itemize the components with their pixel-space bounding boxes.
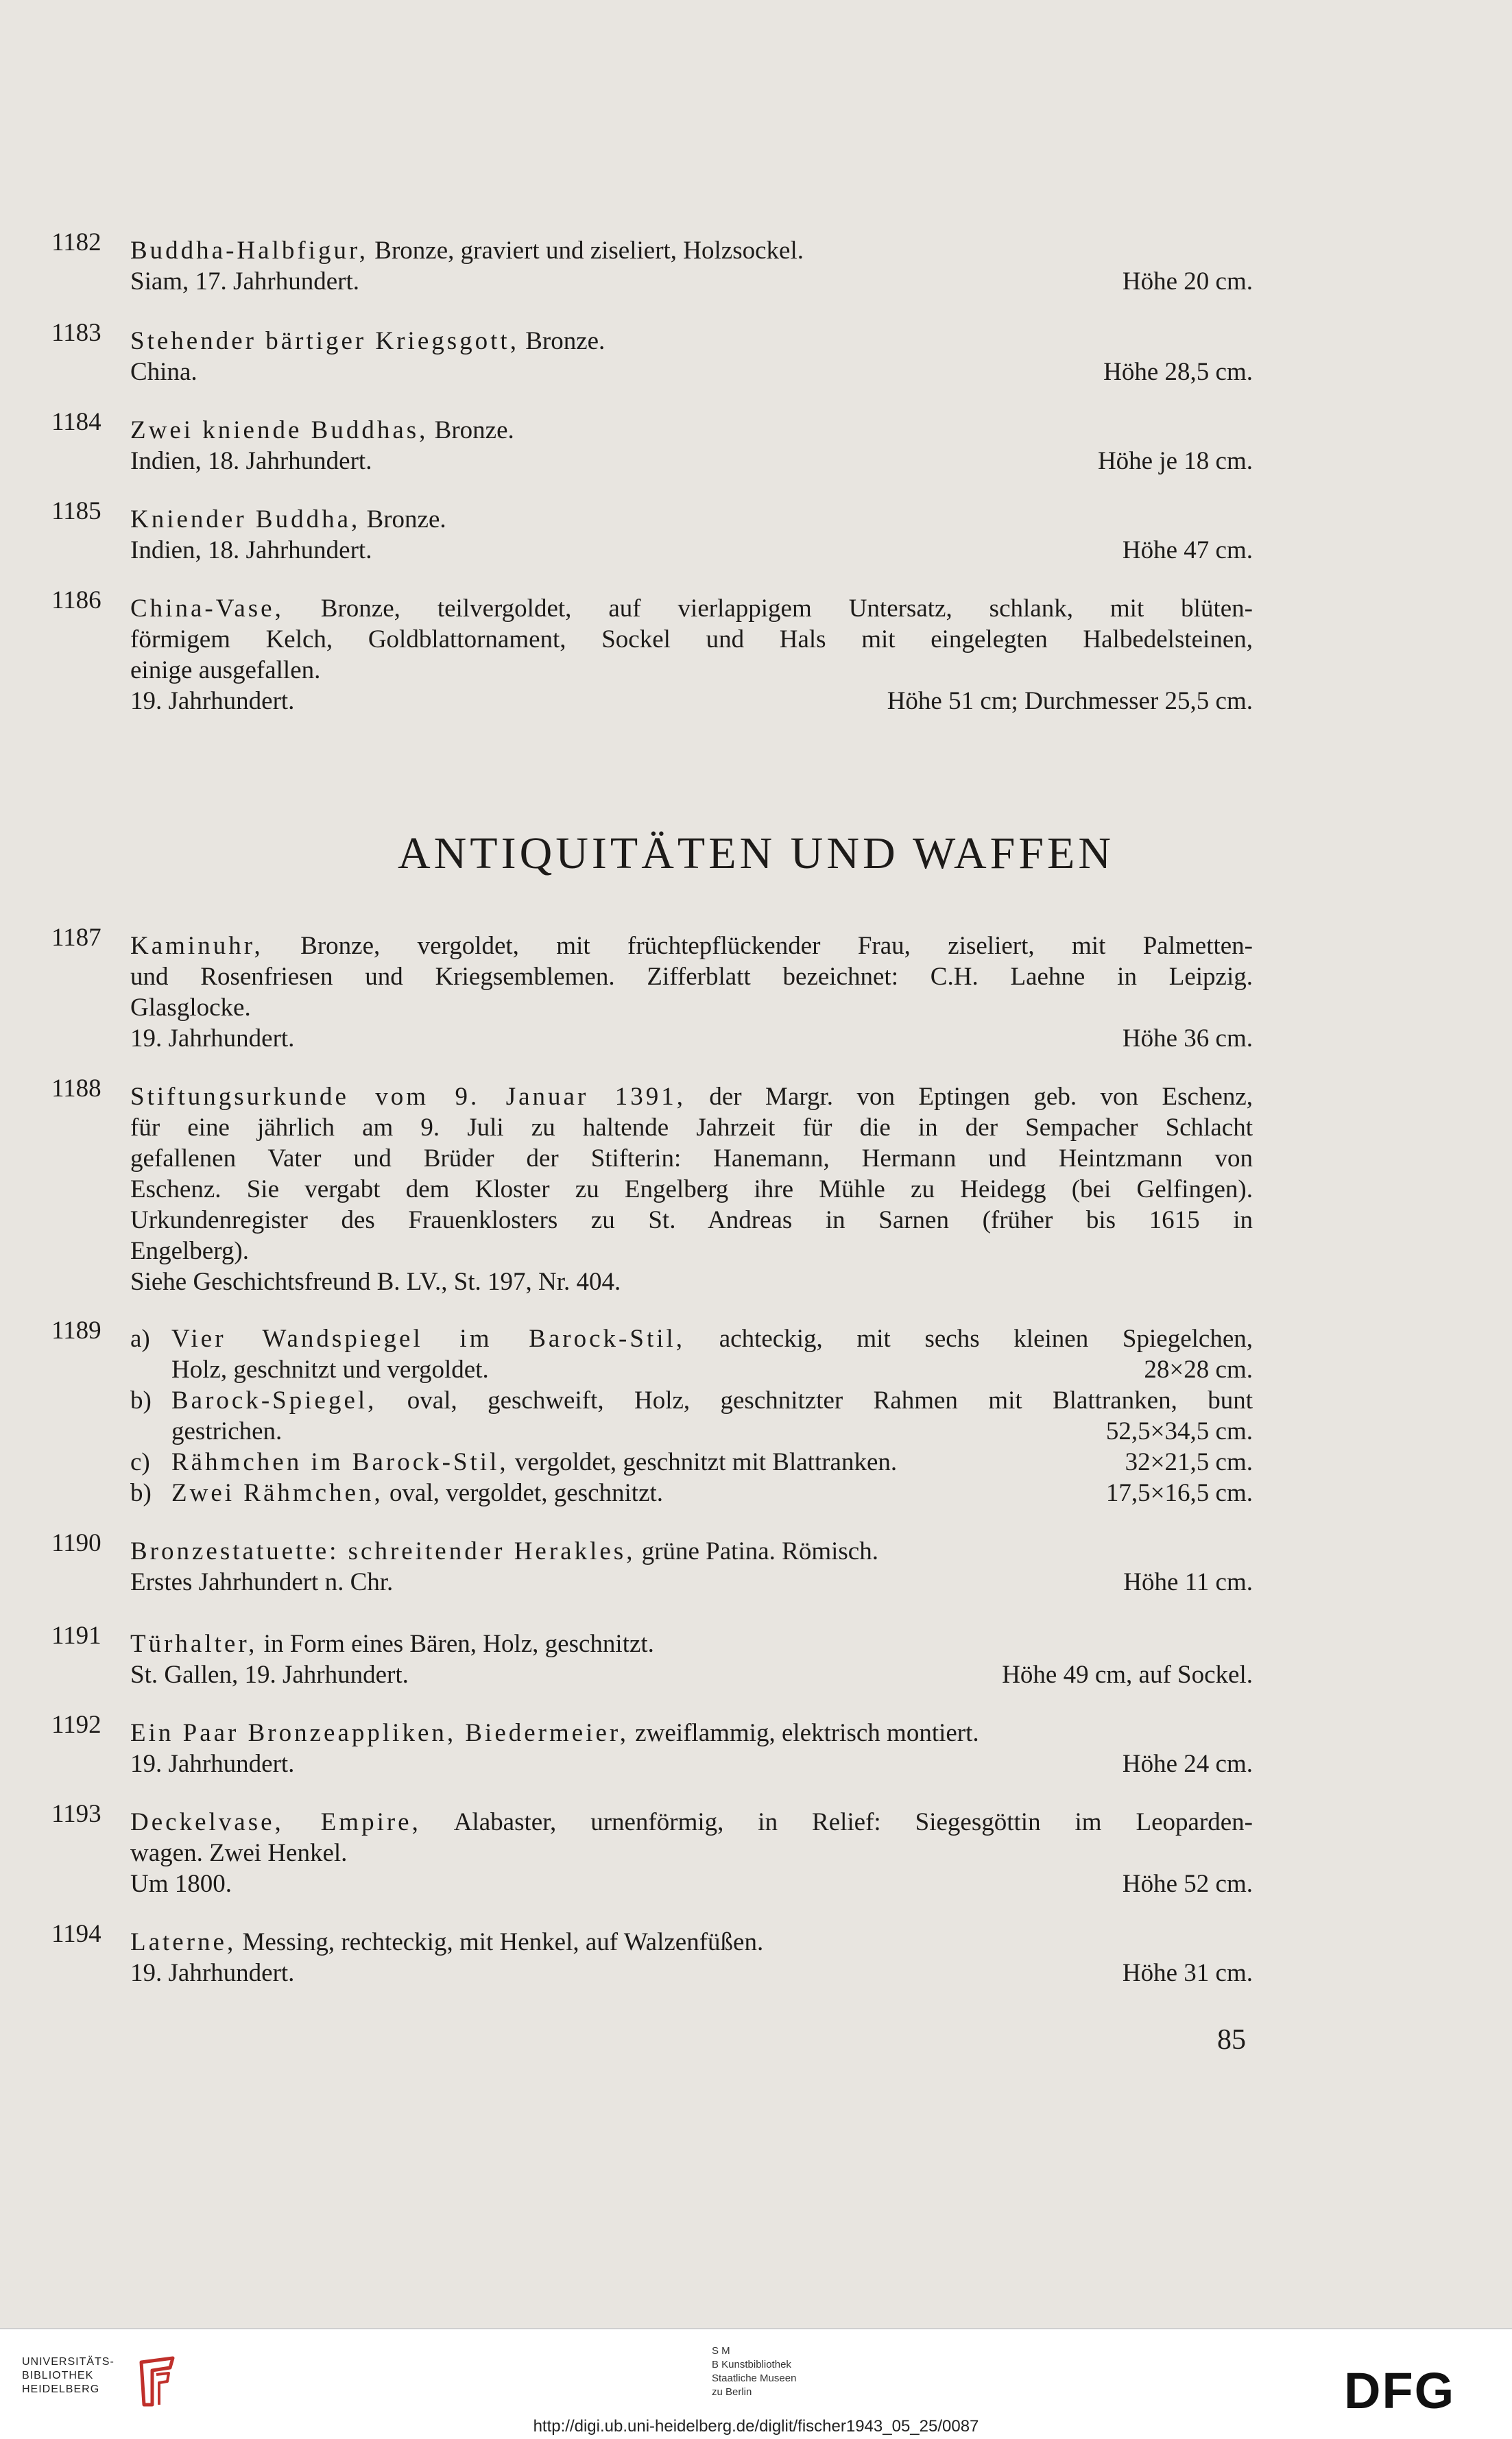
page-url-link[interactable]: http://digi.ub.uni-heidelberg.de/diglit/fischer1943_05_25/0087 <box>533 2417 979 2436</box>
page-number: 85 <box>1217 2024 1246 2056</box>
lot-measurement: Höhe 52 cm. <box>1122 1870 1253 1898</box>
lot-description: Alabaster, urnenförmig, in Relief: Siegesgöttin im Leoparden- <box>420 1808 1253 1836</box>
catalog-entry-1187 <box>51 924 1253 1054</box>
lot-title: Barock-Spiegel, <box>171 1386 377 1415</box>
catalog-entry-1194 <box>51 1920 1253 1989</box>
lot-number: 1193 <box>51 1800 101 1828</box>
lot-number: 1189 <box>51 1317 101 1345</box>
lot-origin: 19. Jahrhundert. <box>130 1024 295 1053</box>
logo-text-line: BIBLIOTHEK <box>22 2370 94 2381</box>
lot-number: 1191 <box>51 1622 101 1650</box>
lot-number: 1186 <box>51 586 101 614</box>
catalog-entry-1193 <box>51 1800 1253 1899</box>
catalog-entry-1182 <box>51 228 1253 297</box>
catalog-entry-1186 <box>51 586 1253 717</box>
lot-number: 1184 <box>51 408 101 436</box>
catalog-entry-1185 <box>51 497 1253 566</box>
lot-measurement: Höhe 31 cm. <box>1122 1959 1253 1987</box>
catalog-entry-1184 <box>51 408 1253 477</box>
logo-text-line: S M <box>712 2345 730 2357</box>
lot-measurement: 32×21,5 cm. <box>1125 1448 1253 1476</box>
section-heading: ANTIQUITÄTEN UND WAFFEN <box>397 828 1115 878</box>
lot-origin: St. Gallen, 19. Jahrhundert. <box>130 1661 409 1689</box>
lot-description-line: einige ausgefallen. <box>130 656 321 684</box>
lot-origin: Indien, 18. Jahrhundert. <box>130 447 372 475</box>
lot-origin: Erstes Jahrhundert n. Chr. <box>130 1568 394 1596</box>
lot-origin: Indien, 18. Jahrhundert. <box>130 536 372 564</box>
lot-origin: Um 1800. <box>130 1870 232 1898</box>
lot-number: 1183 <box>51 319 101 347</box>
lot-measurement: Höhe 24 cm. <box>1122 1750 1253 1778</box>
logo-text-line: B Kunstbibliothek <box>712 2359 791 2370</box>
lot-origin: 19. Jahrhundert. <box>130 1750 295 1778</box>
lot-title: Vier Wandspiegel im Barock-Stil, <box>171 1325 686 1353</box>
lot-reference: Siehe Geschichtsfreund B. LV., St. 197, Nr. 404. <box>130 1268 621 1296</box>
lot-title: Kniender Buddha, <box>130 505 361 533</box>
catalog-entry-1189 <box>51 1317 1253 1509</box>
sub-item-label: b) <box>130 1479 152 1507</box>
lot-title: Stehender bärtiger Kriegsgott, <box>130 327 519 355</box>
logo-text-line: zu Berlin <box>712 2386 752 2398</box>
lot-measurement: Höhe 11 cm. <box>1123 1568 1253 1596</box>
university-logo-icon <box>137 2354 178 2409</box>
lot-number: 1187 <box>51 924 101 952</box>
catalog-entry-1190 <box>51 1529 1253 1598</box>
lot-description: der Margr. von Eptingen geb. von Eschenz, <box>685 1083 1253 1111</box>
sub-item-label: a) <box>130 1325 150 1353</box>
lot-number: 1190 <box>51 1529 101 1557</box>
lot-description: grüne Patina. Römisch. <box>635 1537 878 1565</box>
lot-measurement: 17,5×16,5 cm. <box>1105 1479 1253 1507</box>
lot-description: in Form eines Bären, Holz, geschnitzt. <box>257 1630 654 1658</box>
logo-text-line: HEIDELBERG <box>22 2383 100 2395</box>
lot-description: Bronze. <box>518 327 605 355</box>
lot-description: Bronze. <box>428 416 514 444</box>
lot-description-line: Urkundenregister des Frauenklosters zu St. Andreas in Sarnen (früher bis 1615 in <box>130 1206 1253 1234</box>
digitization-footer <box>0 2328 1512 2439</box>
lot-title: Zwei Rähmchen, <box>171 1479 383 1507</box>
lot-title: Kaminuhr, <box>130 932 263 960</box>
lot-description-line: Holz, geschnitzt und vergoldet. <box>171 1356 489 1384</box>
lot-title: Stiftungsurkunde vom 9. Januar 1391, <box>130 1083 686 1111</box>
lot-measurement: Höhe 36 cm. <box>1122 1024 1253 1053</box>
lot-description: vergoldet, geschnitzt mit Blattranken. <box>508 1448 898 1476</box>
logo-text-line: UNIVERSITÄTS- <box>22 2356 115 2368</box>
lot-title: Laterne, <box>130 1928 237 1956</box>
lot-description: oval, vergoldet, geschnitzt. <box>383 1479 664 1507</box>
lot-description-line: wagen. Zwei Henkel. <box>130 1839 348 1867</box>
lot-title: Rähmchen im Barock-Stil, <box>171 1448 509 1476</box>
sub-item-label: c) <box>130 1448 150 1476</box>
lot-measurement: Höhe 20 cm. <box>1122 267 1253 296</box>
catalog-entry-1191 <box>51 1622 1253 1690</box>
lot-measurement: 52,5×34,5 cm. <box>1105 1417 1253 1445</box>
lot-title: Türhalter, <box>130 1630 258 1658</box>
lot-description: oval, geschweift, Holz, geschnitzter Rahmen mit Blattranken, bunt <box>376 1386 1253 1415</box>
dfg-logo: DFG <box>1344 2362 1456 2419</box>
lot-measurement: Höhe 28,5 cm. <box>1103 358 1253 386</box>
lot-measurement: 28×28 cm. <box>1144 1356 1253 1384</box>
lot-description: achteckig, mit sechs kleinen Spiegelchen, <box>685 1325 1253 1353</box>
lot-description: Bronze, graviert und ziseliert, Holzsockel. <box>368 237 804 265</box>
lot-measurement: Höhe 47 cm. <box>1122 536 1253 564</box>
lot-description-line: und Rosenfriesen und Kriegsemblemen. Zifferblatt bezeichnet: C.H. Laehne in Leipzig. <box>130 963 1253 991</box>
lot-description-line: Engelberg). <box>130 1237 249 1265</box>
lot-measurement: Höhe 51 cm; Durchmesser 25,5 cm. <box>887 687 1253 715</box>
lot-origin: 19. Jahrhundert. <box>130 1959 295 1987</box>
lot-description-line: förmigem Kelch, Goldblattornament, Sockel und Hals mit eingelegten Halbedelsteinen, <box>130 625 1253 653</box>
catalog-entry-1188 <box>51 1074 1253 1297</box>
lot-measurement: Höhe 49 cm, auf Sockel. <box>1002 1661 1253 1689</box>
university-library-logo <box>22 2355 115 2396</box>
lot-origin: China. <box>130 358 197 386</box>
logo-text-line: Staatliche Museen <box>712 2372 797 2384</box>
catalog-entry-1192 <box>51 1711 1253 1779</box>
lot-description-line: gestrichen. <box>171 1417 283 1445</box>
lot-title: Ein Paar Bronzeappliken, Biedermeier, <box>130 1719 629 1747</box>
lot-measurement: Höhe je 18 cm. <box>1097 447 1253 475</box>
lot-number: 1182 <box>51 228 101 256</box>
lot-description-line: gefallenen Vater und Brüder der Stifterin: Hanemann, Hermann und Heintzmann von <box>130 1144 1253 1173</box>
lot-description-line: für eine jährlich am 9. Juli zu haltende Jahrzeit für die in der Sempacher Schlacht <box>130 1114 1253 1142</box>
lot-title: Deckelvase, Empire, <box>130 1808 421 1836</box>
lot-description-line: Glasglocke. <box>130 994 251 1022</box>
lot-description: Bronze. <box>360 505 446 533</box>
lot-description: zweiflammig, elektrisch montiert. <box>629 1719 979 1747</box>
kunstbibliothek-logo <box>712 2344 796 2399</box>
lot-title: Zwei kniende Buddhas, <box>130 416 429 444</box>
lot-number: 1192 <box>51 1711 101 1739</box>
lot-origin: Siam, 17. Jahrhundert. <box>130 267 359 296</box>
lot-description: Bronze, teilvergoldet, auf vierlappigem Untersatz, schlank, mit blüten- <box>283 594 1253 623</box>
lot-description-line: Eschenz. Sie vergabt dem Kloster zu Engelberg ihre Mühle zu Heidegg (bei Gelfingen). <box>130 1175 1253 1203</box>
lot-number: 1188 <box>51 1074 101 1103</box>
lot-description: Messing, rechteckig, mit Henkel, auf Walzenfüßen. <box>236 1928 764 1956</box>
lot-title: Buddha-Halbfigur, <box>130 237 369 265</box>
lot-title: China-Vase, <box>130 594 284 623</box>
sub-item-label: b) <box>130 1386 152 1415</box>
lot-description: Bronze, vergoldet, mit früchtepflückender Frau, ziseliert, mit Palmetten- <box>263 932 1253 960</box>
lot-number: 1194 <box>51 1920 101 1948</box>
catalog-entry-1183 <box>51 319 1253 387</box>
lot-number: 1185 <box>51 497 101 525</box>
lot-origin: 19. Jahrhundert. <box>130 687 295 715</box>
lot-title: Bronzestatuette: schreitender Herakles, <box>130 1537 636 1565</box>
